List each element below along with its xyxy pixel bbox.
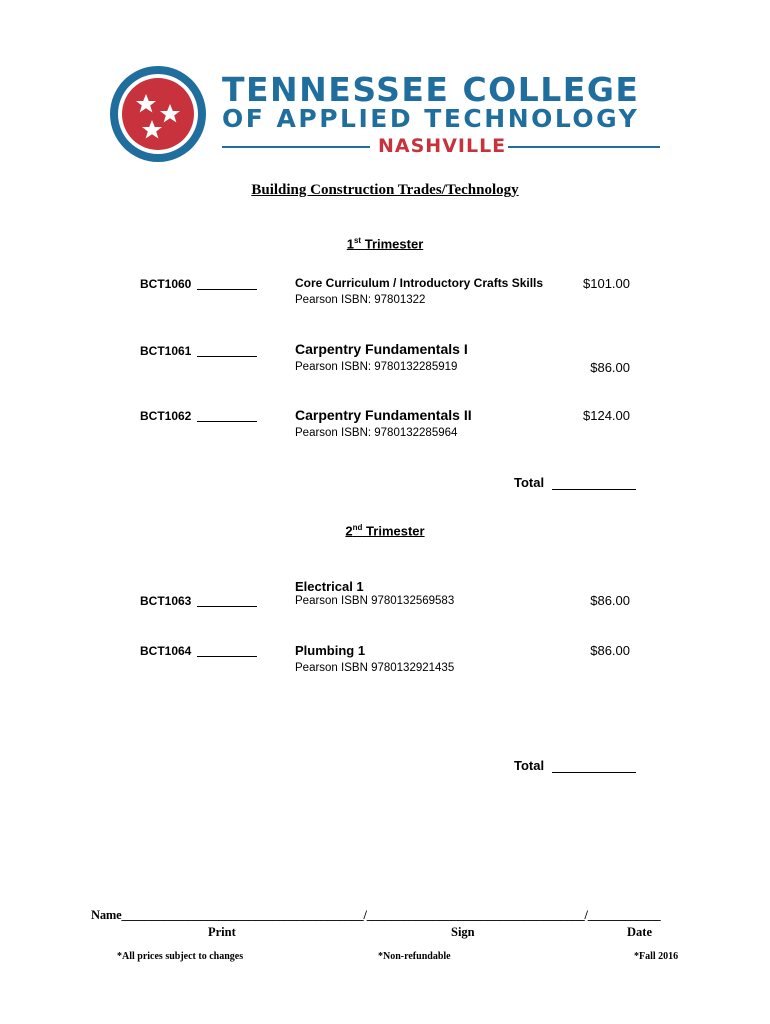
course-code: BCT1063 [140, 594, 192, 608]
course-price: $86.00 [590, 593, 630, 608]
course-price: $86.00 [590, 643, 630, 658]
course-isbn: Pearson ISBN: 9780132285919 [295, 361, 458, 373]
course-title: Core Curriculum / Introductory Crafts Skills [295, 276, 544, 290]
course-check-blank[interactable] [197, 595, 257, 607]
trimester-2-number: 2 [345, 523, 353, 539]
footnote-prices: *All prices subject to changes [117, 951, 244, 962]
course-code: BCT1060 [140, 277, 192, 291]
course-title: Electrical 1 [295, 579, 364, 594]
tennessee-tristar-icon [108, 64, 208, 164]
trimester-1-label: Trimester [364, 236, 424, 252]
trimester-2-label: Trimester [366, 523, 425, 539]
logo-line-2: OF APPLIED TECHNOLOGY [222, 104, 640, 133]
signature-line[interactable]: Name________________________________________/____________________________________/____________ [91, 908, 661, 922]
course-price: $124.00 [583, 408, 630, 423]
course-check-blank[interactable] [197, 345, 257, 357]
course-check-blank[interactable] [197, 410, 257, 422]
course-title: Carpentry Fundamentals I [295, 341, 468, 357]
course-code: BCT1062 [140, 409, 192, 423]
course-isbn: Pearson ISBN: 97801322 [295, 294, 426, 306]
sign-label: Sign [451, 925, 475, 939]
trimester-2-suffix: nd [352, 523, 363, 532]
course-isbn: Pearson ISBN 9780132569583 [295, 595, 455, 607]
college-logo [108, 64, 208, 164]
logo-rule-left [222, 146, 370, 148]
course-price: $86.00 [590, 360, 630, 375]
course-price: $101.00 [583, 276, 630, 291]
course-title: Plumbing 1 [295, 643, 366, 658]
trimester-1-total [514, 475, 636, 490]
document-title: Building Construction Trades/Technology [251, 182, 519, 198]
logo-line-3: NASHVILLE [378, 135, 507, 157]
course-check-blank[interactable] [197, 278, 257, 290]
course-title: Carpentry Fundamentals II [295, 407, 472, 423]
course-isbn: Pearson ISBN 9780132921435 [295, 662, 455, 674]
trimester-1-heading [0, 236, 770, 251]
footnote-refund: *Non-refundable [378, 951, 451, 962]
trimester-2-total [514, 758, 636, 773]
total-label: Total [514, 758, 545, 773]
trimester-1-number: 1 [346, 236, 354, 252]
trimester-2-heading [0, 523, 770, 538]
course-check-blank[interactable] [197, 645, 257, 657]
course-isbn: Pearson ISBN: 9780132285964 [295, 427, 458, 439]
total-label: Total [514, 475, 545, 490]
footnote-term: *Fall 2016 [634, 951, 679, 962]
total-blank[interactable] [552, 477, 636, 490]
trimester-1-suffix: st [353, 236, 362, 245]
total-blank[interactable] [552, 760, 636, 773]
date-label: Date [627, 925, 652, 939]
logo-rule-right [508, 146, 660, 148]
logo-line-1: TENNESSEE COLLEGE [222, 70, 640, 109]
course-code: BCT1064 [140, 644, 192, 658]
course-code: BCT1061 [140, 344, 192, 358]
print-label: Print [208, 925, 236, 939]
